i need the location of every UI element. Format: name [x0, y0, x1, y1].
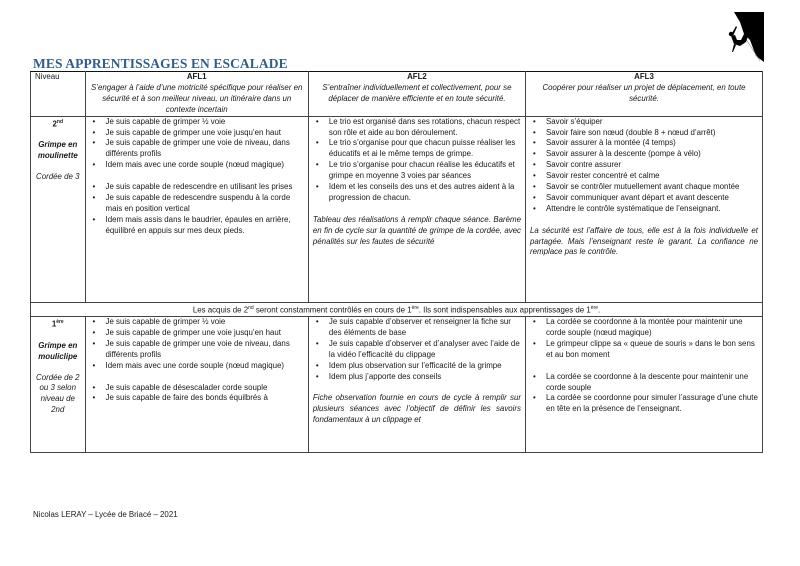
- list-item: • Idem mais avec une corde souple (nœud magique): [106, 160, 304, 171]
- afl3-list-2nd: [530, 117, 758, 215]
- header-niveau: Niveau: [31, 72, 86, 117]
- afl2-list-1ere: [313, 317, 521, 382]
- level-number: 2nd: [52, 118, 64, 129]
- level-cell-1ere: [31, 317, 86, 453]
- list-item: • Savoir rester concentré et calme: [546, 171, 758, 182]
- transition-note-row: [31, 302, 763, 317]
- list-item: • Je suis capable de désescalader corde souple: [106, 383, 304, 394]
- list-item: • Savoir se contrôler mutuellement avant chaque montée: [546, 182, 758, 193]
- transition-note: Les acquis de 2nd seront constamment contrôlés en cours de 1ère. Ils sont indispensables aux apprentissages de 1ère.: [31, 302, 763, 317]
- table-row-2nd: [31, 116, 763, 302]
- header-afl1: [85, 72, 308, 117]
- list-item: • Attendre le contrôle systématique de l’enseignant.: [546, 204, 758, 215]
- list-item: • La cordée se coordonne pour simuler l’assurage d’une chute en tête en la présence de l’enseignant.: [546, 393, 758, 415]
- list-item: • Le trio est organisé dans ses rotations, chacun respect son rôle et aide au bon déroulement.: [329, 117, 521, 139]
- list-item: • Je suis capable de redescendre suspendu à la corde mais en position vertical: [106, 193, 304, 215]
- list-item: • Le grimpeur clippe sa « queue de souris » dans le bon sens et au bon moment: [546, 339, 758, 361]
- level-team: Cordée de 3: [36, 171, 80, 181]
- list-item: • Savoir communiquer avant départ et avant descente: [546, 193, 758, 204]
- level-number: 1ère: [51, 319, 64, 329]
- afl3-title: AFL3: [634, 72, 654, 81]
- afl1-subtitle: S’engager à l’aide d’une motricité spécifique pour réaliser en sécurité et à son meilleur niveau, un itinéraire dans un contexte incertain: [91, 82, 303, 114]
- afl3-list-1ere: [530, 317, 758, 415]
- level-name: Grimpe en moulinette: [37, 140, 78, 161]
- list-item: • Je suis capable de grimper une voie jusqu’en haut: [106, 328, 304, 339]
- document-title: MES APPRENTISSAGES EN ESCALADE: [33, 56, 288, 71]
- list-item: • Je suis capable de redescendre en utilisant les prises: [106, 182, 304, 193]
- list-item: • Savoir contre assurer: [546, 160, 758, 171]
- list-item: • Idem et les conseils des uns et des autres aident à la progression de chacun.: [329, 182, 521, 204]
- afl2-note-1ere: Fiche observation fournie en cours de cycle à remplir sur plusieurs séances avec l’objectif de définir les savoirs fondamentaux à un clippage et: [312, 393, 521, 425]
- rock-climber-logo-icon: [726, 12, 764, 62]
- level-cell-2nd: [31, 116, 86, 302]
- table-row-1ere: [31, 317, 763, 453]
- list-item: • Je suis capable de grimper une voie de niveau, dans différents profils: [106, 339, 304, 361]
- level-team: Cordée de 2 ou 3 selon niveau de 2nd: [36, 372, 80, 415]
- table-header-row: [31, 72, 763, 117]
- afl2-cell-2nd: [308, 116, 525, 302]
- learning-table: [30, 71, 763, 453]
- list-item: • Savoir assurer à la montée (4 temps): [546, 138, 758, 149]
- list-item: • Savoir s’équiper: [546, 117, 758, 128]
- afl2-title: AFL2: [407, 72, 427, 81]
- level-name: Grimpe en mouliclipe: [38, 340, 78, 361]
- list-item: • La cordée se coordonne à la montée pour maintenir une corde souple (nœud magique): [546, 317, 758, 339]
- list-item: • Le trio s’organise pour que chacun puisse réaliser les éducatifs et ai le même temps de grimpe.: [329, 138, 521, 160]
- list-item: • Idem mais avec une corde souple (nœud magique): [106, 361, 304, 372]
- list-item: • Je suis capable de faire des bonds équilbrés à: [106, 393, 304, 404]
- list-item: • Savoir assurer à la descente (pompe à vélo): [546, 149, 758, 160]
- afl3-cell-1ere: [525, 317, 762, 453]
- afl1-title: AFL1: [186, 72, 207, 81]
- afl3-subtitle: Coopérer pour réaliser un projet de déplacement, en toute sécurité.: [542, 82, 746, 103]
- list-item: • Idem plus j’apporte des conseils: [329, 372, 521, 383]
- list-item: • Idem mais assis dans le baudrier, épaules en arrière, équilibré en appuis sur mes deux pieds.: [106, 215, 304, 237]
- list-item: • Je suis capable d’observer et renseigner la fiche sur des éléments de base: [329, 317, 521, 339]
- list-item: • Je suis capable de grimper une voie de niveau, dans différents profils: [106, 138, 304, 160]
- list-item: • Je suis capable d’observer et d’analyser avec l’aide de la vidéo l’efficacité du clippage: [329, 339, 521, 361]
- afl2-subtitle: S’entraîner individuellement et collectivement, pour se déplacer de manière efficiente et en toute sécurité.: [322, 82, 512, 103]
- list-item: • Je suis capable de grimper une voie jusqu’en haut: [106, 128, 304, 139]
- list-item: • Je suis capable de grimper ½ voie: [106, 117, 304, 128]
- document-footer: Nicolas LERAY – Lycée de Briacé – 2021: [33, 510, 178, 519]
- list-item: • La cordée se coordonne à la descente pour maintenir une corde souple: [546, 372, 758, 394]
- list-item: • Idem plus observation sur l’efficacité de la grimpe: [329, 361, 521, 372]
- afl1-list-2nd: [90, 117, 304, 237]
- list-item: • Je suis capable de grimper ½ voie: [106, 317, 304, 328]
- header-afl3: [525, 72, 762, 117]
- afl1-list-1ere: [90, 317, 304, 404]
- afl2-cell-1ere: [308, 317, 525, 453]
- afl2-note-2nd: Tableau des réalisations à remplir chaque séance. Barème en fin de cycle sur la quantité de grimpe de la cordée, avec pénalités sur les fautes de sécurité: [312, 214, 521, 246]
- afl1-cell-2nd: [85, 116, 308, 302]
- afl3-note-2nd: La sécurité est l’affaire de tous, elle est à la fois individuelle et partagée. Mais l’enseignant reste le garant. La confiance ne remplace pas le contrôle.: [529, 225, 758, 257]
- list-item: • Savoir faire son nœud (double 8 + nœud d’arrêt): [546, 128, 758, 139]
- afl2-list-2nd: [313, 117, 521, 204]
- afl3-cell-2nd: [525, 116, 762, 302]
- afl1-cell-1ere: [85, 317, 308, 453]
- list-item: • Le trio s’organise pour chacun réalise les éducatifs et grimpe en moyenne 3 voies par séances: [329, 160, 521, 182]
- header-afl2: [308, 72, 525, 117]
